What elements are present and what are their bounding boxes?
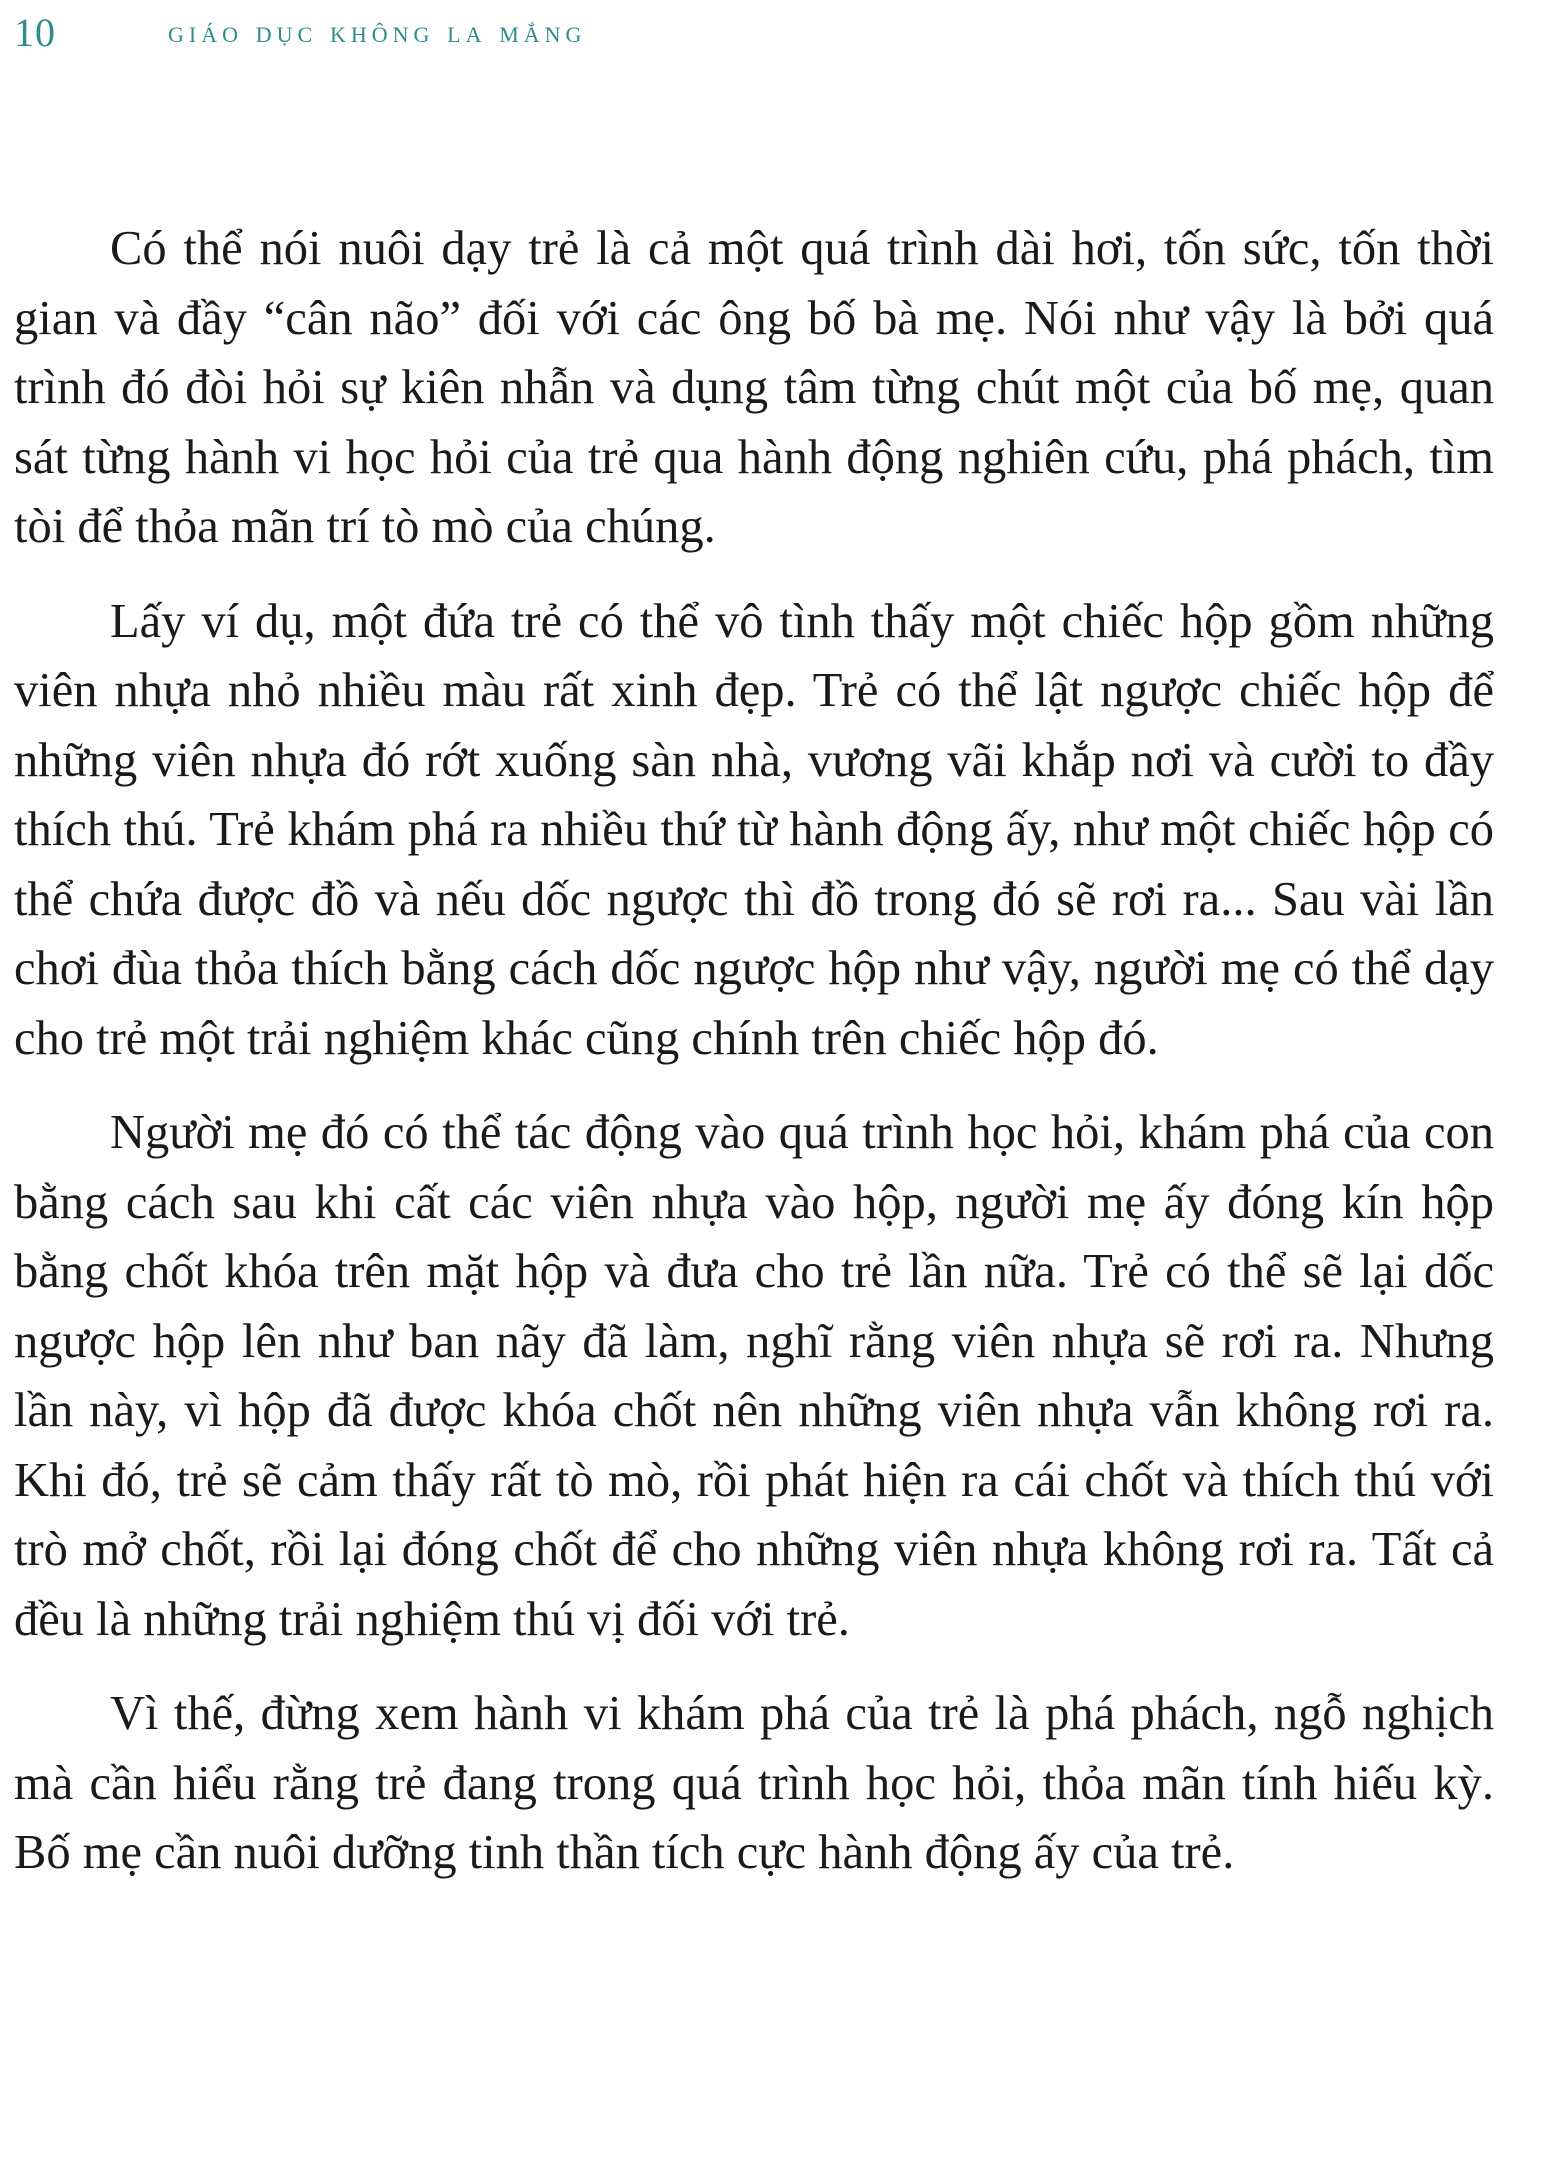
paragraph-4: Vì thế, đừng xem hành vi khám phá của trẻ là phá phách, ngỗ nghịch mà cần hiểu rằng trẻ đang trong quá trình học hỏi, thỏa mãn tính hiếu kỳ. Bố mẹ cần nuôi dưỡng tinh thần tích cực hành động ấy của trẻ. xyxy=(14,1687,1494,1879)
running-title: giáo dục không la mắng xyxy=(168,14,587,49)
page-number: 10 xyxy=(14,9,56,55)
page-header xyxy=(14,8,586,56)
body-text xyxy=(14,214,1494,1913)
paragraph-2: Lấy ví dụ, một đứa trẻ có thể vô tình thấy một chiếc hộp gồm những viên nhựa nhỏ nhiều màu rất xinh đẹp. Trẻ có thể lật ngược chiếc hộp để những viên nhựa đó rớt xuống sàn nhà, vương vãi khắp nơi và cười to đầy thích thú. Trẻ khám phá ra nhiều thứ từ hành động ấy, như một chiếc hộp có thể chứa được đồ và nếu dốc ngược thì đồ trong đó sẽ rơi ra... Sau vài lần chơi đùa thỏa thích bằng cách dốc ngược hộp như vậy, người mẹ có thể dạy cho trẻ một trải nghiệm khác cũng chính trên chiếc hộp đó. xyxy=(14,594,1494,1065)
paragraph-1: Có thể nói nuôi dạy trẻ là cả một quá trình dài hơi, tốn sức, tốn thời gian và đầy “cân não” đối với các ông bố bà mẹ. Nói như vậy là bởi quá trình đó đòi hỏi sự kiên nhẫn và dụng tâm từng chút một của bố mẹ, quan sát từng hành vi học hỏi của trẻ qua hành động nghiên cứu, phá phách, tìm tòi để thỏa mãn trí tò mò của chúng. xyxy=(14,222,1494,553)
paragraph-3: Người mẹ đó có thể tác động vào quá trình học hỏi, khám phá của con bằng cách sau khi cất các viên nhựa vào hộp, người mẹ ấy đóng kín hộp bằng chốt khóa trên mặt hộp và đưa cho trẻ lần nữa. Trẻ có thể sẽ lại dốc ngược hộp lên như ban nãy đã làm, nghĩ rằng viên nhựa sẽ rơi ra. Nhưng lần này, vì hộp đã được khóa chốt nên những viên nhựa vẫn không rơi ra. Khi đó, trẻ sẽ cảm thấy rất tò mò, rồi phát hiện ra cái chốt và thích thú với trò mở chốt, rồi lại đóng chốt để cho những viên nhựa không rơi ra. Tất cả đều là những trải nghiệm thú vị đối với trẻ. xyxy=(14,1106,1494,1646)
